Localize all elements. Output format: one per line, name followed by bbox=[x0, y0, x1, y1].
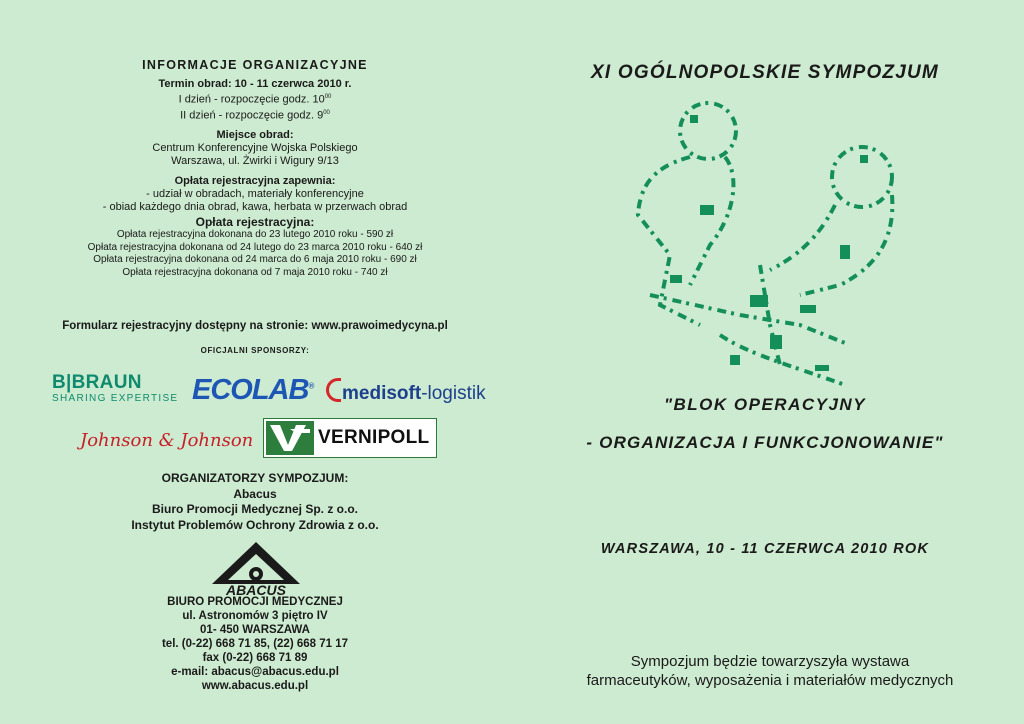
day1-text: I dzień - rozpoczęcie godz. 10 bbox=[178, 93, 325, 106]
registration-form-link[interactable]: Formularz rejestracyjny dostępny na stronie: www.prawoimedycyna.pl bbox=[62, 320, 448, 332]
email-link[interactable]: e-mail: abacus@abacus.edu.pl bbox=[171, 666, 339, 678]
exhibition-note bbox=[540, 652, 1000, 690]
fax-line: fax (0-22) 668 71 89 bbox=[202, 652, 308, 664]
oplata-item-2: Opłata rejestracyjna dokonana od 24 lutego do 23 marca 2010 roku - 640 zł bbox=[87, 241, 423, 253]
info-section bbox=[30, 58, 480, 279]
exhibition-note-line2: farmaceutyków, wyposażenia i materiałów medycznych bbox=[586, 672, 954, 689]
oplata-item-3: Opłata rejestracyjna dokonana od 24 marca do 6 maja 2010 roku - 690 zł bbox=[93, 254, 417, 266]
oplata-item-1: Opłata rejestracyjna dokonana do 23 lutego 2010 roku - 590 zł bbox=[116, 229, 394, 241]
abacus-logo-text: ABACUS bbox=[226, 582, 286, 596]
info-heading: INFORMACJE ORGANIZACYJNE bbox=[142, 58, 368, 72]
oplata-item-4: Opłata rejestracyjna dokonana od 7 maja 2010 roku - 740 zł bbox=[122, 266, 388, 278]
organizers-section bbox=[30, 471, 480, 533]
bbraun-logo bbox=[52, 372, 182, 404]
bbraun-logo-tagline: SHARING EXPERTISE bbox=[52, 393, 179, 404]
zapewnia-label: Opłata rejestracyjna zapewnia: bbox=[174, 175, 336, 188]
day2-sup: 00 bbox=[323, 109, 330, 116]
organizer-1: Abacus bbox=[233, 486, 277, 501]
day2-text: II dzień - rozpoczęcie godz. 9 bbox=[180, 109, 324, 122]
phone-line: tel. (0-22) 668 71 85, (22) 668 71 17 bbox=[161, 638, 349, 650]
day1-line bbox=[30, 91, 480, 107]
vernipoll-mark-icon bbox=[266, 421, 314, 455]
abacus-logo bbox=[204, 540, 308, 596]
medisoft-text-b: -logistik bbox=[421, 383, 486, 404]
blok-title-line1: "BLOK OPERACYJNY bbox=[663, 395, 867, 414]
zapewnia-item-1: - udział w obradach, materiały konferencyjne bbox=[146, 188, 364, 201]
day1-sup: 00 bbox=[324, 94, 332, 100]
organizer-3: Instytut Problemów Ochrony Zdrowia z o.o. bbox=[131, 517, 379, 532]
miejsce-label: Miejsce obrad: bbox=[216, 129, 294, 142]
ecolab-text: ECOLAB bbox=[192, 374, 309, 406]
johnson-johnson-logo: Johnson & Johnson bbox=[80, 430, 254, 451]
medisoft-text-a: medisoft bbox=[342, 383, 422, 404]
miejsce-line1: Centrum Konferencyjne Wojska Polskiego bbox=[152, 142, 358, 155]
symposium-title: XI OGÓLNOPOLSKIE SYMPOZJUM bbox=[591, 62, 939, 83]
bbraun-logo-top: B|BRAUN bbox=[52, 372, 142, 393]
sponsors-title: OFICJALNI SPONSORZY: bbox=[200, 346, 310, 355]
event-date: WARSZAWA, 10 - 11 CZERWCA 2010 ROK bbox=[600, 541, 930, 557]
vernipoll-logo bbox=[263, 418, 437, 458]
address-line-2: 01- 450 WARSZAWA bbox=[200, 624, 310, 636]
ecolab-logo bbox=[192, 374, 313, 407]
day2-line bbox=[30, 107, 480, 123]
vernipoll-text: VERNIPOLL bbox=[318, 427, 430, 448]
bpm-contact bbox=[30, 595, 480, 693]
ecolab-registered-mark: ® bbox=[308, 381, 314, 391]
medisoft-logo bbox=[326, 378, 486, 405]
zapewnia-item-2: - obiad każdego dnia obrad, kawa, herbata w przerwach obrad bbox=[102, 201, 408, 214]
miejsce-line2: Warszawa, ul. Żwirki i Wigury 9/13 bbox=[171, 155, 339, 168]
termin-line: Termin obrad: 10 - 11 czerwca 2010 r. bbox=[158, 78, 352, 90]
organizers-title: ORGANIZATORZY SYMPOZJUM: bbox=[161, 471, 349, 485]
address-line-1: ul. Astronomów 3 piętro IV bbox=[182, 610, 328, 622]
organizer-2: Biuro Promocji Medycznej Sp. z o.o. bbox=[151, 502, 359, 516]
surgeons-figure-illustration bbox=[630, 95, 910, 395]
oplata-label: Opłata rejestracyjna: bbox=[195, 215, 315, 230]
medisoft-c-icon bbox=[326, 378, 341, 402]
blok-title-line2: - ORGANIZACJA I FUNKCJONOWANIE" bbox=[586, 433, 944, 452]
bpm-title: BIURO PROMOCJI MEDYCZNEJ bbox=[167, 596, 343, 608]
exhibition-note-line1: Sympozjum będzie towarzyszyła wystawa bbox=[630, 653, 910, 670]
website-link[interactable]: www.abacus.edu.pl bbox=[201, 680, 309, 692]
